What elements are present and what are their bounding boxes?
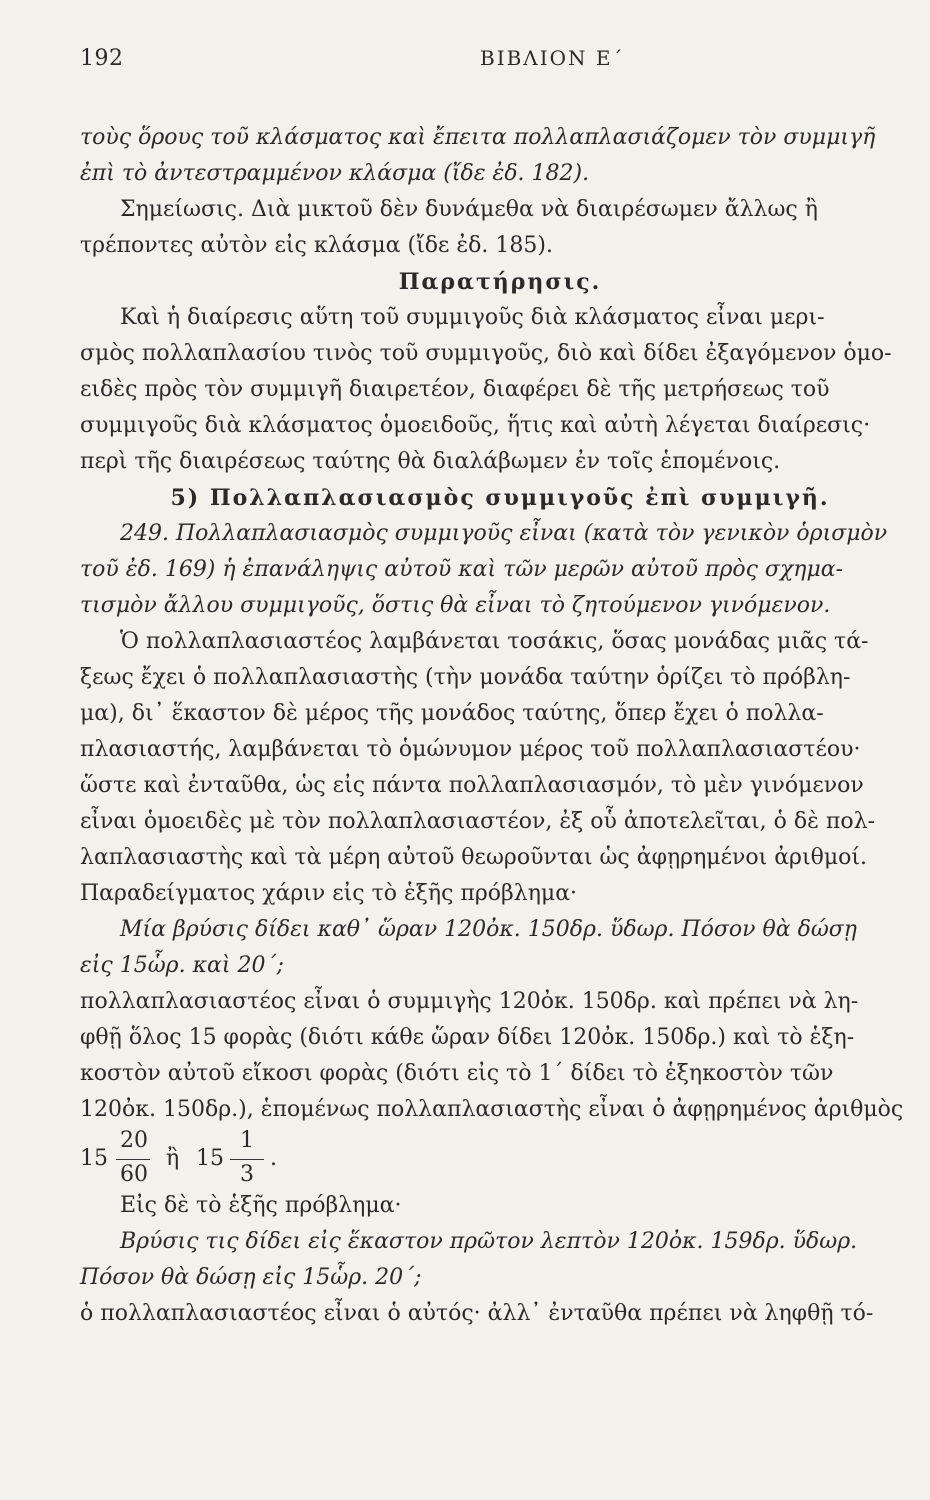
text-line: φθῇ ὅλος 15 φορὰς (διότι κάθε ὥραν δίδει 120ὀκ. 150δρ.) καὶ τὸ ἑξη- [80,1025,855,1050]
text-line: Μία βρύσις δίδει καθ᾽ ὥραν 120ὀκ. 150δρ. ὕδωρ. Πόσον θὰ δώσῃ [120,917,857,942]
text-line: Εἰς δὲ τὸ ἑξῆς πρόβλημα· [120,1193,402,1218]
text-line: λαπλασιαστὴς καὶ τὰ μέρη αὐτοῦ θεωροῦνται ὡς ἀφῃρημένοι ἀριθμοί. [80,845,868,870]
fraction-whole-1: 15 [80,1146,108,1171]
text-line: ὁ πολλαπλασιαστέος εἶναι ὁ αὐτός· ἀλλ᾽ ἐνταῦθα πρέπει νὰ ληφθῇ τό- [80,1301,874,1326]
text-line: τισμὸν ἄλλου συμμιγοῦς, ὅστις θὰ εἶναι τὸ ζητούμενον γινόμενον. [80,593,831,618]
page-header [80,46,900,86]
fraction-bar-2 [230,1159,264,1160]
text-line: εἶναι ὁμοειδὲς μὲ τὸν πολλαπλασιαστέον, ἐξ οὗ ἀποτελεῖται, ὁ δὲ πολ- [80,809,875,834]
subsection-heading: 5) Πολλαπλασιασμὸς συμμιγοῦς ἐπὶ συμμιγῆ. [170,485,830,511]
text-line: τοῦ ἐδ. 169) ἡ ἐπανάληψις αὐτοῦ καὶ τῶν μερῶν αὐτοῦ πρὸς σχημα- [80,557,844,582]
text-line: μα), δι᾽ ἕκαστον δὲ μέρος τῆς μονάδος ταύτης, ὅπερ ἔχει ὁ πολλα- [80,701,824,726]
text-line: ἐπὶ τὸ ἀντεστραμμένον κλάσμα (ἴδε ἐδ. 182). [80,161,590,186]
fraction-expression [80,1128,920,1188]
text-line: 120ὀκ. 150δρ.), ἑπομένως πολλαπλασιαστὴς εἶναι ὁ ἀφῃρημένος ἀριθμὸς [80,1097,904,1122]
text-line: συμμιγοῦς διὰ κλάσματος ὁμοειδοῦς, ἥτις καὶ αὐτὴ λέγεται διαίρεσις· [80,413,871,438]
text-line: Ὁ πολλαπλασιαστέος λαμβάνεται τοσάκις, ὅσας μονάδας μιᾶς τά- [120,629,869,654]
section-heading: Παρατήρησις. [398,269,602,295]
text-line: Παραδείγματος χάριν εἰς τὸ ἑξῆς πρόβλημα· [80,881,578,906]
text-line: περὶ τῆς διαιρέσεως ταύτης θὰ διαλάβωμεν ἐν τοῖς ἑπομένοις. [80,449,781,474]
text-line: εἰς 15ὧρ. καὶ 20΄; [80,953,284,978]
page-number: 192 [80,46,124,71]
text-line: τοὺς ὅρους τοῦ κλάσματος καὶ ἔπειτα πολλαπλασιάζομεν τὸν συμμιγῆ [80,125,876,150]
running-head: ΒΙΒΛΙΟΝ Ε΄ [480,46,625,70]
text-line: τρέποντες αὐτὸν εἰς κλάσμα (ἴδε ἐδ. 185). [80,233,553,258]
text-line: ειδὲς πρὸς τὸν συμμιγῆ διαιρετέον, διαφέρει δὲ τῆς μετρήσεως τοῦ [80,377,830,402]
page-body [80,120,920,1332]
text-line: πολλαπλασιαστέος εἶναι ὁ συμμιγὴς 120ὀκ. 150δρ. καὶ πρέπει νὰ λη- [80,989,859,1014]
text-line: Σημείωσις. Διὰ μικτοῦ δὲν δυνάμεθα νὰ διαιρέσωμεν ἄλλως ἢ [120,197,818,222]
fraction-denominator-2: 3 [240,1162,254,1187]
text-line: πλασιαστής, λαμβάνεται τὸ ὁμώνυμον μέρος τοῦ πολλαπλασιαστέου· [80,737,861,762]
text-line: ὥστε καὶ ἐνταῦθα, ὡς εἰς πάντα πολλαπλασιασμόν, τὸ μὲν γινόμενον [80,773,864,798]
fraction-end: . [270,1146,277,1171]
fraction-numerator-2: 1 [240,1128,254,1153]
fraction-numerator-1: 20 [120,1128,148,1153]
fraction-denominator-1: 60 [120,1162,148,1187]
text-line: ξεως ἔχει ὁ πολλαπλασιαστὴς (τὴν μονάδα ταύτην ὁρίζει τὸ πρόβλη- [80,665,851,690]
fraction-bar-1 [116,1159,150,1160]
fraction-whole-2: 15 [196,1146,224,1171]
text-line: Πόσον θὰ δώσῃ εἰς 15ὧρ. 20΄; [80,1265,422,1290]
text-line: Βρύσις τις δίδει εἰς ἕκαστον πρῶτον λεπτὸν 120ὀκ. 159δρ. ὕδωρ. [120,1229,858,1254]
text-line: 249. Πολλαπλασιασμὸς συμμιγοῦς εἶναι (κατὰ τὸν γενικὸν ὁρισμὸν [120,521,888,546]
text-line: κοστὸν αὐτοῦ εἴκοσι φορὰς (διότι εἰς τὸ 1΄ δίδει τὸ ἑξηκοστὸν τῶν [80,1061,834,1086]
text-line: σμὸς πολλαπλασίου τινὸς τοῦ συμμιγοῦς, διὸ καὶ δίδει ἐξαγόμενον ὁμο- [80,341,892,366]
text-line: Καὶ ἡ διαίρεσις αὕτη τοῦ συμμιγοῦς διὰ κλάσματος εἶναι μερι- [120,305,825,330]
fraction-or: ἢ [166,1146,180,1171]
